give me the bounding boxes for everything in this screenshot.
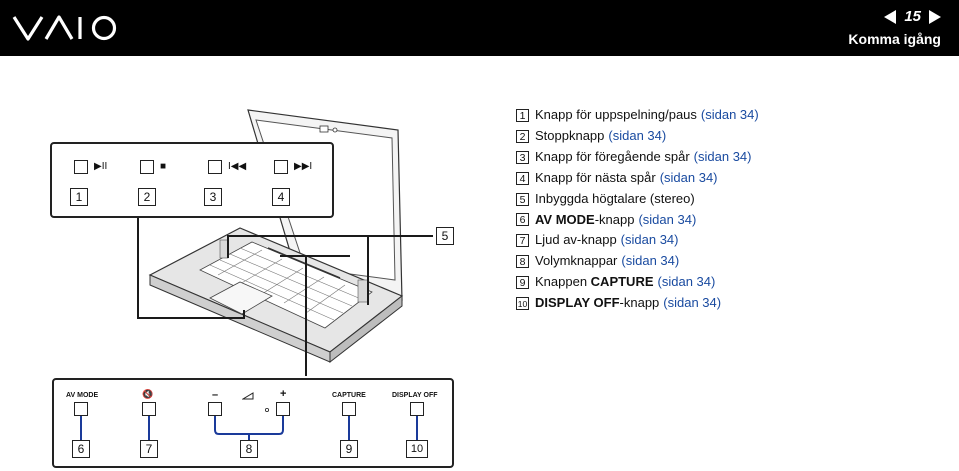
av-mode-label: AV MODE bbox=[66, 392, 99, 399]
volume-plus-label: + bbox=[280, 388, 287, 400]
legend-bold-term: DISPLAY OFF bbox=[535, 295, 620, 311]
legend-index: 5 bbox=[516, 193, 529, 206]
next-track-button[interactable] bbox=[274, 160, 288, 174]
legend-item bbox=[516, 210, 759, 231]
callout-number-2: 2 bbox=[138, 188, 156, 206]
legend-item bbox=[516, 126, 759, 147]
play-pause-icon: ▶II bbox=[94, 161, 108, 172]
legend-bold-term: AV MODE bbox=[535, 211, 595, 227]
legend-text: Stoppknapp bbox=[535, 127, 605, 143]
legend-page-link[interactable]: (sidan 34) bbox=[659, 169, 718, 185]
legend-page-link[interactable]: (sidan 34) bbox=[657, 274, 716, 290]
capture-label: CAPTURE bbox=[332, 392, 366, 399]
legend-item bbox=[516, 230, 759, 251]
callout-number-6: 6 bbox=[72, 440, 90, 458]
legend-text: Ljud av-knapp bbox=[535, 232, 617, 248]
previous-track-icon: I◀◀ bbox=[228, 161, 247, 172]
legend-text: Inbyggda högtalare (stereo) bbox=[535, 190, 695, 206]
legend-page-link[interactable]: (sidan 34) bbox=[638, 211, 697, 227]
play-pause-button[interactable] bbox=[74, 160, 88, 174]
legend-index: 2 bbox=[516, 130, 529, 143]
callout-number-9: 9 bbox=[340, 440, 358, 458]
legend-text: Knapp för föregående spår bbox=[535, 148, 690, 164]
callout-number-5: 5 bbox=[436, 227, 454, 245]
mute-icon: 🔇 bbox=[142, 389, 154, 399]
legend-text: Knapp för nästa spår bbox=[535, 169, 656, 185]
av-buttons-callout bbox=[52, 378, 454, 468]
legend-page-link[interactable]: (sidan 34) bbox=[663, 295, 722, 311]
legend-index: 8 bbox=[516, 255, 529, 268]
component-legend bbox=[516, 105, 759, 314]
volume-minus-label: – bbox=[212, 389, 219, 401]
legend-item bbox=[516, 168, 759, 189]
legend-item bbox=[516, 272, 759, 293]
legend-item bbox=[516, 293, 759, 314]
legend-text: Knappen bbox=[535, 274, 591, 290]
legend-item bbox=[516, 147, 759, 168]
legend-index: 6 bbox=[516, 213, 529, 226]
callout-number-8: 8 bbox=[240, 440, 258, 458]
legend-page-link[interactable]: (sidan 34) bbox=[693, 148, 752, 164]
legend-item bbox=[516, 251, 759, 272]
callout-number-4: 4 bbox=[272, 188, 290, 206]
display-off-label: DISPLAY OFF bbox=[392, 392, 438, 399]
legend-item bbox=[516, 105, 759, 126]
section-title: Komma igång bbox=[848, 31, 941, 47]
callout-number-7: 7 bbox=[140, 440, 158, 458]
legend-text: Knapp för uppspelning/paus bbox=[535, 107, 697, 122]
media-buttons-callout bbox=[50, 142, 334, 218]
legend-page-link[interactable]: (sidan 34) bbox=[608, 127, 667, 143]
legend-index: 1 bbox=[516, 109, 529, 122]
legend-index: 10 bbox=[517, 299, 528, 310]
stop-icon: ■ bbox=[160, 161, 167, 172]
legend-index: 9 bbox=[516, 276, 529, 289]
legend-text: -knapp bbox=[594, 211, 635, 227]
legend-index: 3 bbox=[516, 151, 529, 164]
previous-track-button[interactable] bbox=[208, 160, 222, 174]
legend-text: -knapp bbox=[619, 295, 660, 311]
page-number: 15 bbox=[904, 8, 921, 25]
stop-button[interactable] bbox=[140, 160, 154, 174]
legend-bold-term: CAPTURE bbox=[590, 274, 654, 290]
legend-page-link[interactable]: (sidan 34) bbox=[700, 107, 759, 122]
callout-number-10: 10 bbox=[406, 440, 428, 458]
legend-page-link[interactable]: (sidan 34) bbox=[621, 253, 680, 269]
next-track-icon: ▶▶I bbox=[294, 161, 313, 172]
legend-page-link[interactable]: (sidan 34) bbox=[620, 232, 679, 248]
callout-number-3: 3 bbox=[204, 188, 222, 206]
legend-text: Volymknappar bbox=[535, 253, 618, 269]
legend-index: 7 bbox=[516, 234, 529, 247]
legend-index: 4 bbox=[516, 172, 529, 185]
callout-number-1: 1 bbox=[70, 188, 88, 206]
legend-item bbox=[516, 189, 759, 210]
